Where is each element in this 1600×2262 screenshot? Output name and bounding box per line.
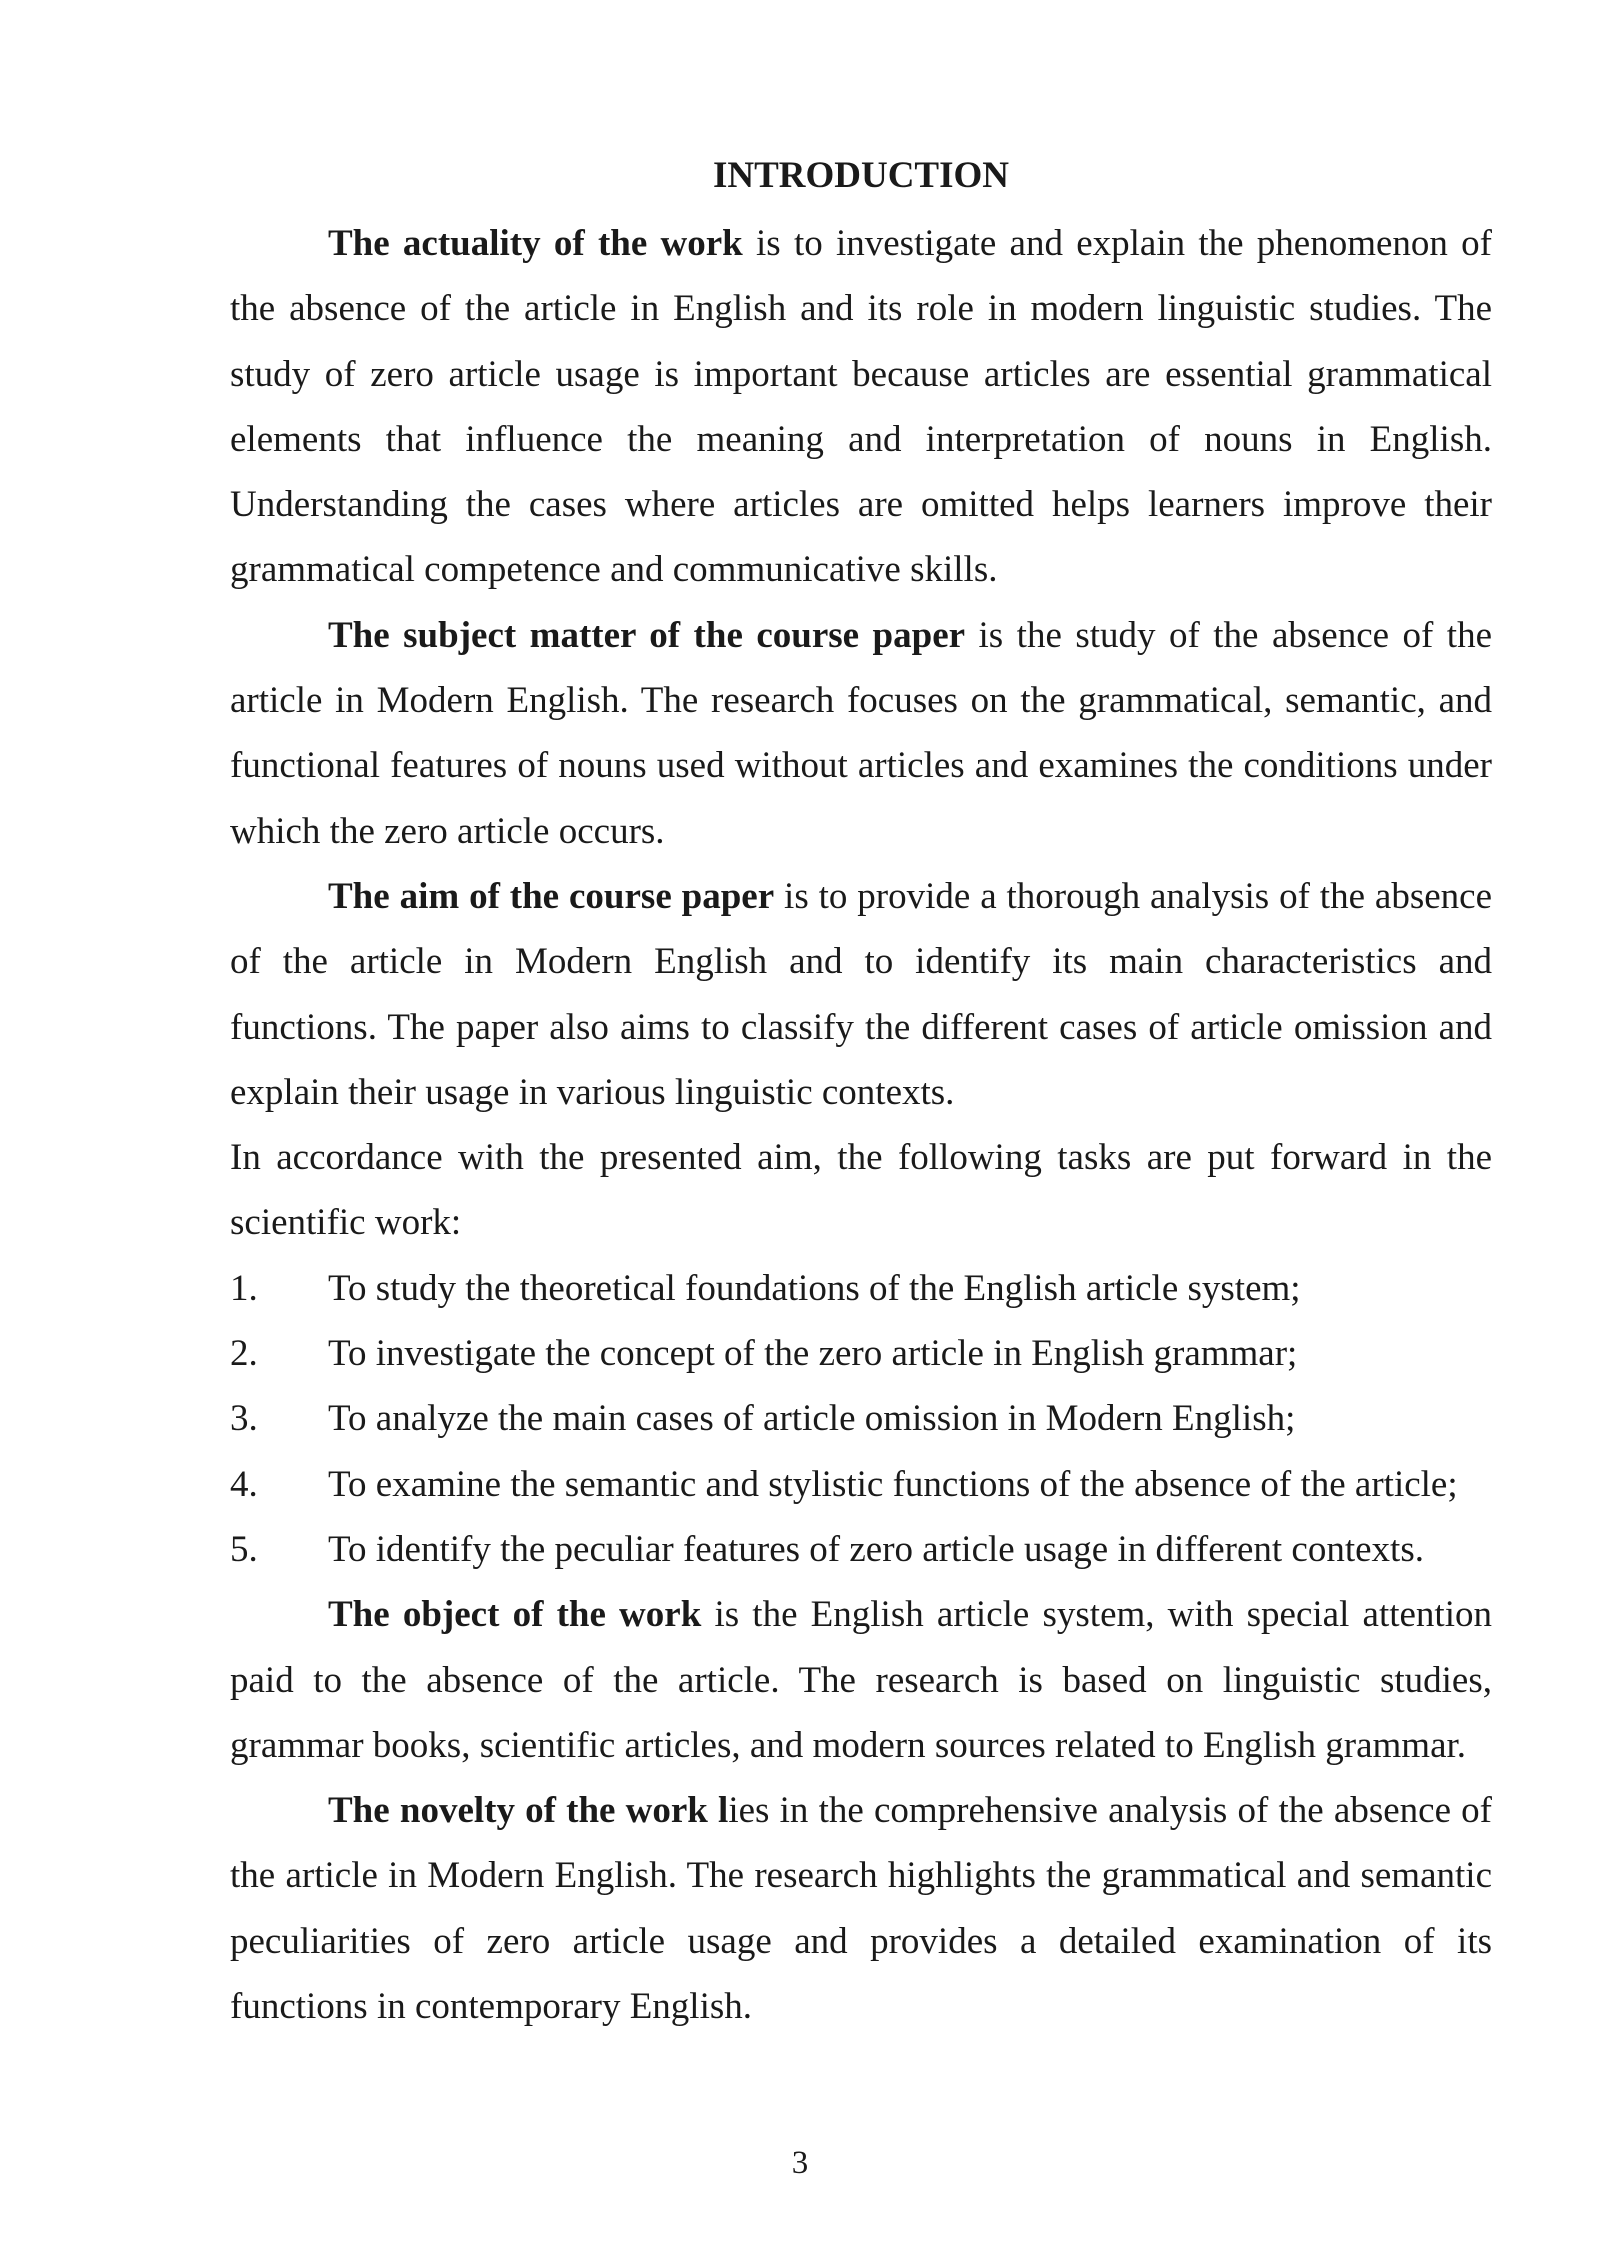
list-item xyxy=(230,1256,1492,1321)
paragraph-object-lead: The object of the work xyxy=(328,1594,702,1636)
tasks-list xyxy=(230,1256,1492,1582)
paragraph-object xyxy=(230,1582,1492,1778)
list-item xyxy=(230,1452,1492,1517)
paragraph-actuality xyxy=(230,211,1492,603)
page-heading: INTRODUCTION xyxy=(712,155,1010,196)
list-item xyxy=(230,1386,1492,1451)
list-item-number: 3. xyxy=(230,1398,258,1440)
paragraph-object-text: is the English article system, with special attention paid to the absence of the article. The research is based on linguistic studies, grammar books, scientific articles, and modern sources related to English grammar. xyxy=(230,1594,1492,1766)
list-item-text: To investigate the concept of the zero article in English grammar; xyxy=(328,1333,1298,1375)
paragraph-subject-lead: The subject matter of the course paper xyxy=(328,614,966,656)
list-item-number: 1. xyxy=(230,1267,258,1309)
page-number: 3 xyxy=(791,2145,809,2181)
paragraph-subject xyxy=(230,603,1492,864)
paragraph-actuality-lead: The actuality of the work xyxy=(328,223,743,264)
document-body xyxy=(230,146,1492,2039)
list-item-text: To identify the peculiar features of zero article usage in different contexts. xyxy=(328,1528,1424,1570)
list-item xyxy=(230,1321,1492,1386)
paragraph-actuality-text: is to investigate and explain the phenomenon of the absence of the article in English and its role in modern linguistic studies. The study of zero article usage is important because articles are essential grammatical elements that influence the meaning and interpretation of nouns in English. Understanding the cases where articles are omitted helps learners improve their grammatical competence and communicative skills. xyxy=(230,223,1493,591)
list-item-text: To analyze the main cases of article omission in Modern English; xyxy=(328,1398,1296,1440)
list-item-number: 4. xyxy=(230,1463,258,1505)
list-item-text: To study the theoretical foundations of the English article system; xyxy=(328,1267,1301,1309)
list-item-number: 2. xyxy=(230,1333,258,1375)
paragraph-tasks-intro: In accordance with the presented aim, the following tasks are put forward in the scientific work: xyxy=(230,1137,1492,1244)
list-item-number: 5. xyxy=(230,1528,258,1570)
paragraph-novelty xyxy=(230,1778,1492,2039)
list-item-text: To examine the semantic and stylistic functions of the absence of the article; xyxy=(328,1463,1458,1505)
paragraph-novelty-text: ies in the comprehensive analysis of the absence of the article in Modern English. The research highlights the grammatical and semantic peculiarities of zero article usage and provides a detailed examination of its functions in contemporary English. xyxy=(230,1790,1492,2028)
list-item xyxy=(230,1517,1492,1582)
paragraph-aim-lead: The aim of the course paper xyxy=(328,875,775,917)
paragraph-subject-text: is the study of the absence of the article in Modern English. The research focuses on the grammatical, semantic, and functional features of nouns used without articles and examines the conditions under which the zero article occurs. xyxy=(230,614,1492,852)
paragraph-aim-text: is to provide a thorough analysis of the absence of the article in Modern English and to identify its main characteristics and functions. The paper also aims to classify the different cases of article omission and explain their usage in various linguistic contexts. xyxy=(230,875,1492,1113)
paragraph-aim xyxy=(230,864,1492,1125)
paragraph-novelty-lead: The novelty of the work l xyxy=(328,1790,729,1832)
